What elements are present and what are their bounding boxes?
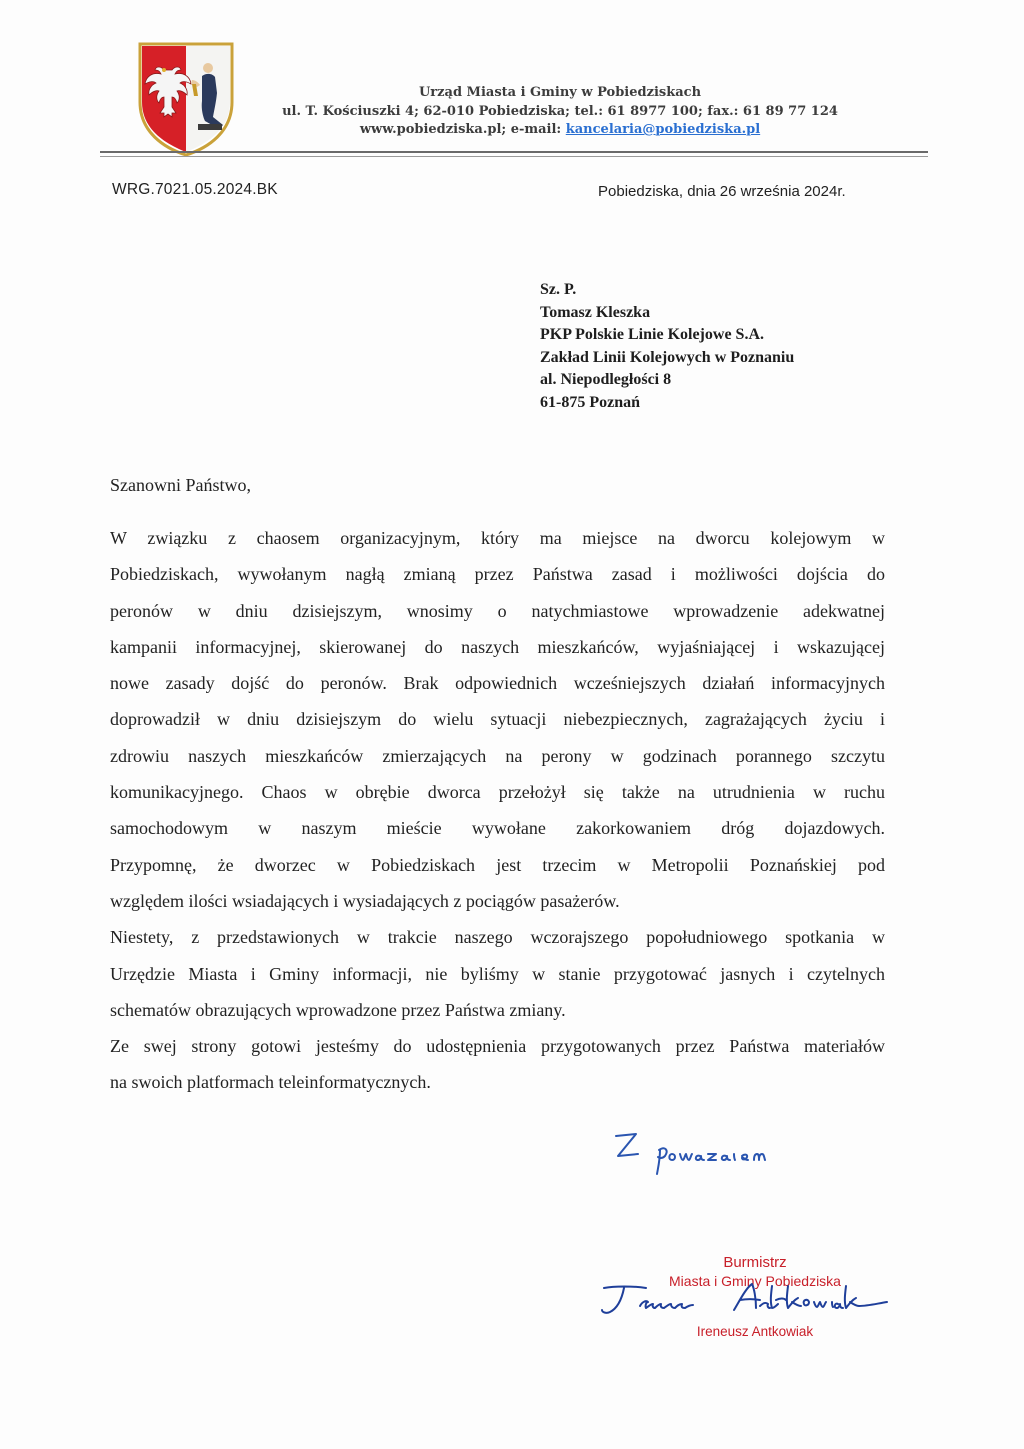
addressee-name: Tomasz Kleszka (540, 303, 651, 321)
website-text: www.pobiedziska.pl; e-mail: (359, 122, 566, 137)
body-line: Pobiedziskach, wywołanym nagłą zmianą przez Państwa zasad i możliwości dojścia do (110, 564, 885, 585)
addressee-street: al. Niepodległości 8 (540, 371, 672, 388)
place-date: Pobiedziska, dnia 26 września 2024r. (598, 183, 846, 200)
body-line: względem ilości wsiadających i wysiadających z pociągów pasażerów. (110, 890, 620, 911)
addressee-department: Zakład Linii Kolejowych w Poznaniu (540, 348, 795, 366)
body-line: zdrowiu naszych mieszkańców zmierzających na perony w godzinach porannego szczytu (110, 745, 885, 766)
addressee-city: 61-875 Poznań (540, 393, 640, 411)
addressee-honorific: Sz. P. (540, 281, 577, 298)
email-link[interactable]: kancelaria@pobiedziska.pl (565, 122, 761, 137)
addressee-company: PKP Polskie Linie Kolejowe S.A. (540, 326, 764, 343)
office-address: ul. T. Kościuszki 4; 62-010 Pobiedziska; tel.: 61 8977 100; fax.: 61 89 77 124 (282, 103, 838, 119)
body-line: schematów obrazujących wprowadzone przez Państwa zmiany. (110, 999, 566, 1020)
body-line: komunikacyjnego. Chaos w obrębie dworca przełożył się także na utrudnienia w ruchu (110, 782, 885, 803)
body-line: Przypomnę, że dworzec w Pobiedziskach jest trzecim w Metropolii Poznańskiej pod (110, 854, 885, 875)
role-title: Burmistrz (723, 1254, 787, 1271)
body-line: na swoich platformach teleinformatycznych. (110, 1072, 431, 1093)
body-line: kampanii informacyjnej, skierowanej do naszych mieszkańców, wyjaśniającej i wskazującej (110, 636, 885, 657)
office-contacts (250, 121, 870, 140)
body-line: Niestety, z przedstawionych w trakcie naszego wczorajszego popołudniowego spotkania w (110, 927, 885, 948)
handwritten-signature (594, 1276, 894, 1326)
paragraph-2 (110, 919, 885, 1028)
handwritten-closing (612, 1128, 842, 1178)
body-line: Ze swej strony gotowi jesteśmy do udostępnienia przygotowanych przez Państwa materiałów (110, 1036, 885, 1057)
header-divider (100, 151, 928, 153)
role-office: Miasta i Gminy Pobiedziska (669, 1273, 841, 1289)
signatory-name: Ireneusz Antkowiak (696, 1324, 814, 1339)
letterhead (250, 84, 870, 140)
body-line: doprowadził w dniu dzisiejszym do wielu sytuacji niebezpiecznych, zagrażających życiu i (110, 709, 885, 730)
header-divider-thin (100, 156, 928, 157)
paragraph-3 (110, 1028, 885, 1101)
body-line: nowe zasady dojść do peronów. Brak odpowiednich wcześniejszych działań informacyjnych (110, 673, 885, 694)
body-line: samochodowym w naszym mieście wywołane zakorkowaniem dróg dojazdowych. (110, 818, 885, 839)
body-line: peronów w dniu dzisiejszym, wnosimy o natychmiastowe wprowadzenie adekwatnej (110, 600, 885, 621)
body-line: W związku z chaosem organizacyjnym, który ma miejsce na dworcu kolejowym w (110, 528, 885, 548)
paragraph-1 (110, 520, 885, 919)
office-name: Urząd Miasta i Gminy w Pobiedziskach (418, 85, 702, 100)
body-line: Urzędzie Miasta i Gminy informacji, nie byliśmy w stanie przygotować jasnych i czytelnych (110, 963, 885, 984)
coat-of-arms-icon (136, 40, 236, 158)
letter-body (110, 520, 885, 1101)
reference-number: WRG.7021.05.2024.BK (112, 181, 278, 198)
addressee-block (540, 279, 794, 414)
salutation: Szanowni Państwo, (110, 475, 251, 495)
